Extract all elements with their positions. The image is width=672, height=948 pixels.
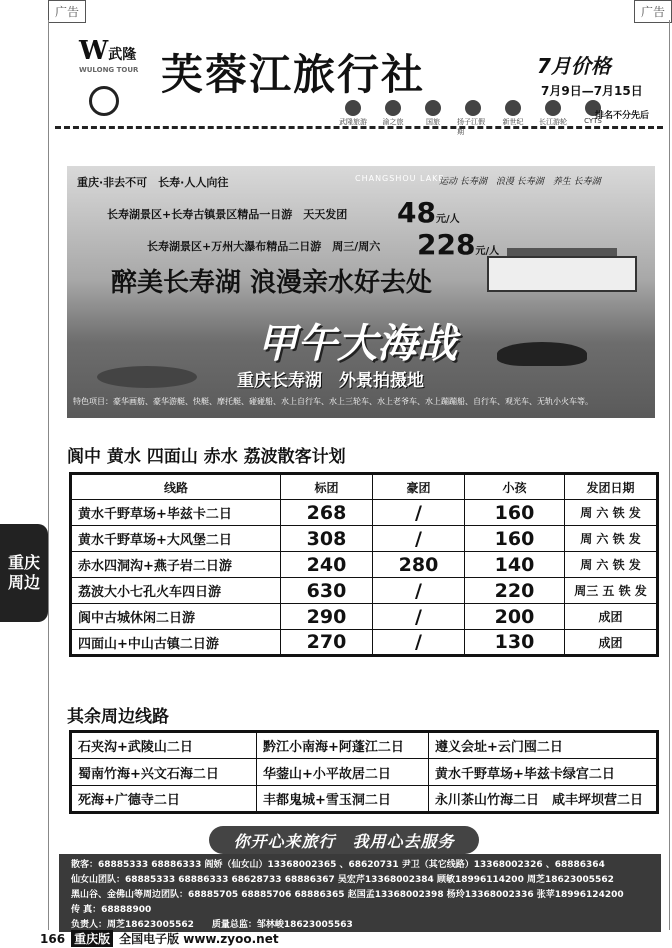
table-row [71,732,658,759]
logo-text: 武隆 [108,47,137,63]
child-price: 160 [465,526,565,552]
page-number: 166 [40,931,66,946]
table-row [71,526,658,552]
other-routes-table [69,730,659,814]
child-price: 130 [465,630,565,656]
partner-logo: 渝之旅 [377,100,409,137]
partner-icon [465,100,481,116]
partner-logo: 新世纪 [497,100,529,137]
table-row [71,759,658,786]
side-tab[interactable] [0,524,48,622]
other-route: 华蓥山+小平故居二日 [257,759,429,786]
contact-line: 仙女山团队：68885333 68886333 68628733 68886367 吴宏芹13368002384 顾敏18996114200 周芝18623005562 [71,875,614,885]
other-route: 蜀南竹海+兴文石海二日 [71,759,257,786]
brand-title: 芙蓉江旅行社 [161,50,426,99]
routes-table [69,472,659,657]
partner-logo: 扬子江假期 [457,100,489,137]
deluxe-price: / [373,578,465,604]
banner-price-2: 228元/人 [417,228,500,261]
banner-main-slogan: 醉美长寿湖 浪漫亲水好去处 [111,268,433,298]
table-row [71,630,658,656]
contact-line: 负责人：周芝18623005562 质量总监：邹林峻18623005563 [71,920,353,930]
raft-image [97,366,197,388]
other-route: 永川茶山竹海二日 咸丰坪坝营二日 [429,786,658,813]
section-title-tours: 阆中 黄水 四面山 赤水 荔波散客计划 [67,447,346,467]
partner-icon [505,100,521,116]
banner-lake-en: CHANGSHOU LAKE [355,174,445,183]
partner-icon [345,100,361,116]
deluxe-price: 280 [373,552,465,578]
standard-price: 270 [281,630,373,656]
wulong-logo-mark: W [79,36,109,66]
standard-price: 630 [281,578,373,604]
other-route: 黄水千野草场+毕兹卡绿宫二日 [429,759,658,786]
column-header: 标团 [281,474,373,500]
child-price: 200 [465,604,565,630]
ad-tag-right: 广告 [634,0,672,23]
banner-event-title: 甲午大海战 [257,321,457,367]
standard-price: 268 [281,500,373,526]
table-row [71,786,658,813]
side-tab-line-2: 周边 [7,573,40,592]
service-motto: 你开心来旅行 我用心去服务 [209,826,479,854]
deluxe-price: / [373,526,465,552]
side-tab-line-1: 重庆 [7,553,40,572]
child-price: 220 [465,578,565,604]
contact-line: 黑山谷、金佛山等周边团队：68885705 68885706 68886365 赵国孟13368002398 杨玲13368002336 张苹18996124200 [71,890,624,900]
banner-shoot-location: 重庆长寿湖 外景拍摄地 [237,371,424,391]
other-route: 石夹沟+武陵山二日 [71,732,257,759]
partner-icon [425,100,441,116]
rank-note: 排名不分先后 [595,111,650,121]
other-route: 遵义会址+云门囤二日 [429,732,658,759]
departure-date: 周三 五 铁 发 [565,578,658,604]
contact-line: 传 真：68888900 [71,905,152,915]
child-price: 160 [465,500,565,526]
header-divider [55,126,663,129]
partner-logo: 国旅 [417,100,449,137]
route-name: 赤水四洞沟+燕子岩二日游 [71,552,281,578]
partner-logo: CYTS [577,100,609,137]
departure-date: 成团 [565,630,658,656]
other-route: 丰都鬼城+雪玉洞二日 [257,786,429,813]
departure-date: 成团 [565,604,658,630]
partner-icon [385,100,401,116]
deluxe-price: / [373,630,465,656]
partner-logos [337,100,609,137]
header [49,20,669,136]
table-row [71,500,658,526]
banner-scripts: 运动 长寿湖 浪漫 长寿湖 养生 长寿湖 [439,177,601,187]
deluxe-price: / [373,604,465,630]
section-title-other: 其余周边线路 [67,707,169,727]
standard-price: 308 [281,526,373,552]
column-header: 线路 [71,474,281,500]
banner-tour-1: 长寿湖景区+长寿古镇景区精品一日游 天天发团 [107,208,348,221]
website-link[interactable]: 全国电子版 www.zyoo.net [119,932,279,946]
date-range: 7月9日—7月15日 [541,84,643,98]
banner-price-1: 48元/人 [397,196,460,229]
child-price: 140 [465,552,565,578]
page-footer [40,930,279,947]
houseboat-image [487,256,637,292]
partner-icon [545,100,561,116]
other-route: 黔江小南海+阿蓬江二日 [257,732,429,759]
jetski-image [497,342,587,366]
table-row [71,552,658,578]
contact-line: 散客：68885333 68886333 阎娇（仙女山）13368002365 、68620731 尹卫（其它线路）13368002326 、68886364 [71,860,605,870]
departure-date: 周 六 铁 发 [565,500,658,526]
banner-features: 特色项目：豪华画舫、豪华游艇、快艇、摩托艇、碰碰船、水上自行车、水上三轮车、水上老爷车、水上蹦蹦船、自行车、观光车、无轨小火车等。 [73,397,593,406]
route-name: 黄水千野草场+毕兹卡二日 [71,500,281,526]
column-header: 发团日期 [565,474,658,500]
other-route: 死海+广德寺二日 [71,786,257,813]
logo-sub: WULONG TOUR [79,66,139,74]
deluxe-price: / [373,500,465,526]
departure-date: 周 六 铁 发 [565,552,658,578]
price-title: 7月价格 [537,54,611,78]
seal-icon [89,86,119,116]
table-row [71,578,658,604]
partner-logo: 武隆旅游 [337,100,369,137]
wulong-logo [79,36,149,74]
route-name: 黄水千野草场+大风堡二日 [71,526,281,552]
table-header-row [71,474,658,500]
contact-panel [59,854,661,932]
column-header: 豪团 [373,474,465,500]
banner-tour-2: 长寿湖景区+万州大瀑布精品二日游 周三/周六 [147,240,381,253]
column-header: 小孩 [465,474,565,500]
banner-slogan: 重庆·非去不可 长寿·人人向往 [77,176,229,189]
standard-price: 290 [281,604,373,630]
standard-price: 240 [281,552,373,578]
ad-tag-left: 广告 [48,0,86,23]
table-row [71,604,658,630]
partner-logo: 长江游轮 [537,100,569,137]
edition-badge: 重庆版 [71,930,113,947]
route-name: 四面山+中山古镇二日游 [71,630,281,656]
route-name: 阆中古城休闲二日游 [71,604,281,630]
departure-date: 周 六 铁 发 [565,526,658,552]
changshou-lake-banner [67,166,655,418]
route-name: 荔波大小七孔火车四日游 [71,578,281,604]
ad-page [48,20,670,930]
